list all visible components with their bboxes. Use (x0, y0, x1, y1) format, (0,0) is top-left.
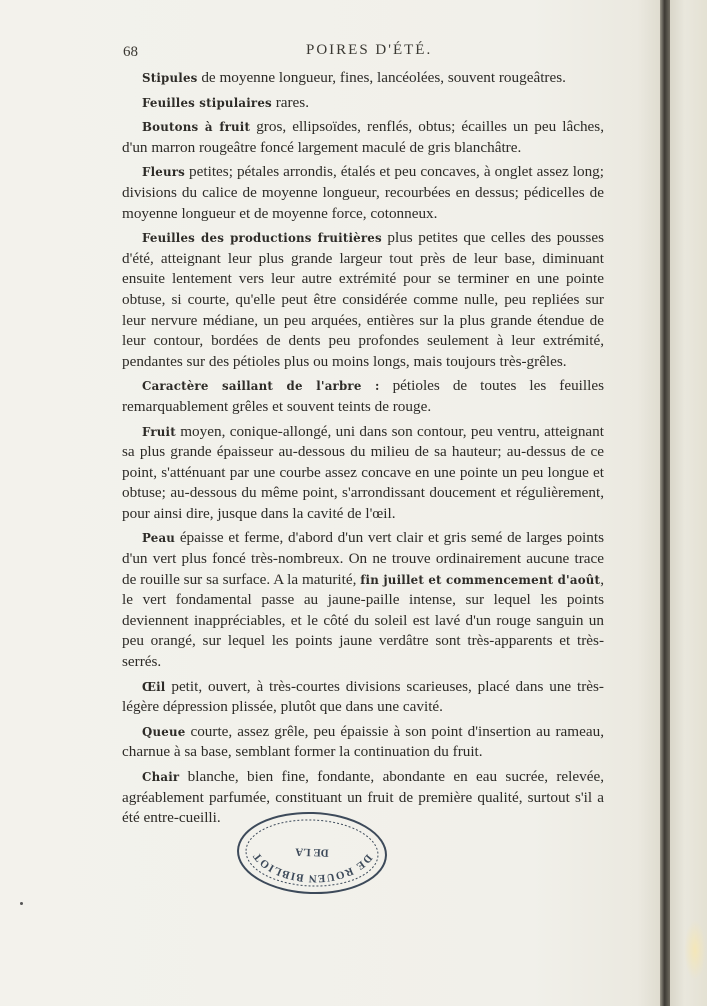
paragraph-queue (122, 722, 604, 763)
paragraph-label: Peau (142, 531, 176, 546)
running-title: POIRES D'ÉTÉ. (306, 42, 433, 58)
paragraph-label: Feuilles stipulaires (142, 95, 272, 110)
paragraph-text: rares. (271, 93, 309, 111)
facing-page-edge (670, 0, 707, 1006)
paragraph-text: petit, ouvert, à très-courtes divisions scarieuses, placé dans une très-légère dépression plissée, plutôt que dans une cavité. (122, 677, 604, 716)
paragraph-text: pétioles de toutes les feuilles remarquablement grêles et souvent teints de rouge. (122, 377, 604, 415)
paragraph-text: plus petites que celles des pousses d'été, atteignant leur plus grande largeur tout près de leur base, diminuant ensuite lentement vers leur autre extrémité pour se terminer en une pointe obtuse, si courte, qu'elle peut être considérée comme nulle, peu repliées sur leur nervure médiane, un peu arquées, entières sur la plus grande étendue de leur contour, bordées de dents peu profondes seulement à leur extrémité, pendantes sur des pétioles plus ou moins longs, mais toujours très-grêles. (122, 229, 604, 370)
paragraph-oeil (122, 677, 604, 718)
book-gutter (660, 0, 670, 1006)
paragraph-fruit (122, 422, 604, 525)
body-text (122, 68, 604, 833)
paragraph-fleurs (122, 162, 604, 224)
paragraph-peau (122, 528, 604, 672)
paragraph-label: Boutons à fruit (142, 120, 251, 135)
paragraph-boutons (122, 117, 604, 158)
paragraph-label: Queue (142, 724, 186, 739)
inline-label: fin juillet et commencement d'août (360, 572, 601, 587)
paragraph-feuilles-stipulaires (122, 93, 604, 114)
page-header (123, 40, 603, 62)
library-stamp (234, 810, 390, 896)
paragraph-label: Fleurs (142, 165, 185, 180)
paragraph-text: épaisse et ferme, d'abord d'un vert clair et gris semé de larges points d'un vert plus foncé très-nombreux. On ne trouve ordinairement aucune trace de rouille sur sa surface. A la maturité, (122, 529, 604, 588)
paragraph-text: courte, assez grêle, peu épaissie à son point d'insertion au rameau, charnue à sa base, semblant former la continuation du fruit. (122, 722, 604, 761)
paragraph-text: petites; pétales arrondis, étalés et peu concaves, à onglet assez long; divisions du calice de moyenne longueur, recourbées en dessus; pédicelles de moyenne longueur et de moyenne force, cotonneux. (122, 163, 604, 222)
stamp-outer-text: DE ROUEN BIBLIOTHÈQUE (250, 849, 375, 885)
stamp-inner-text: DE LA (295, 845, 329, 859)
paper-stain (684, 920, 706, 980)
paragraph-feuilles-productions (122, 228, 604, 372)
paragraph-text: blanche, bien fine, fondante, abondante en eau sucrée, relevée, agréablement parfumée, constituant un fruit de première qualité, surtout s'il a été entre-cueilli. (122, 768, 604, 827)
paragraph-label: Chair (142, 770, 180, 784)
paragraph-text: gros, ellipsoïdes, renflés, obtus; écailles un peu lâches, d'un marron rougeâtre foncé largement maculé de gris blanchâtre. (122, 118, 604, 156)
paragraph-label: Fruit (142, 424, 176, 439)
paragraph-label: Caractère saillant de l'arbre : (142, 379, 380, 394)
paragraph-label: Feuilles des productions fruitières (142, 231, 382, 246)
paragraph-caractere (122, 376, 604, 417)
paragraph-text: de moyenne longueur, fines, lancéolées, souvent rougeâtres. (197, 69, 566, 86)
paragraph-label: Stipules (142, 71, 198, 85)
paragraph-stipules (122, 68, 604, 89)
page-number: 68 (123, 44, 138, 60)
paragraph-text-continued: , le vert fondamental passe au jaune-paille intense, sur lequel les points deviennent inappréciables, et le côté du soleil est lavé d'un rouge sanguin un peu orangé, sur lequel les points jaune verdâtre sont très-apparents et très-serrés. (122, 570, 604, 671)
ink-dot (20, 902, 23, 905)
paragraph-text: moyen, conique-allongé, uni dans son contour, peu ventru, atteignant sa plus grande épaisseur au-dessous du milieu de sa hauteur; au-dessus de ce point, s'atténuant par une courbe assez concave en une pointe un peu longue et obtuse; au-dessous du même point, s'arrondissant doucement et régulièrement, pour ainsi dire, jusque dans la cavité de l'œil. (122, 422, 604, 522)
paragraph-label: Œil (142, 679, 166, 694)
